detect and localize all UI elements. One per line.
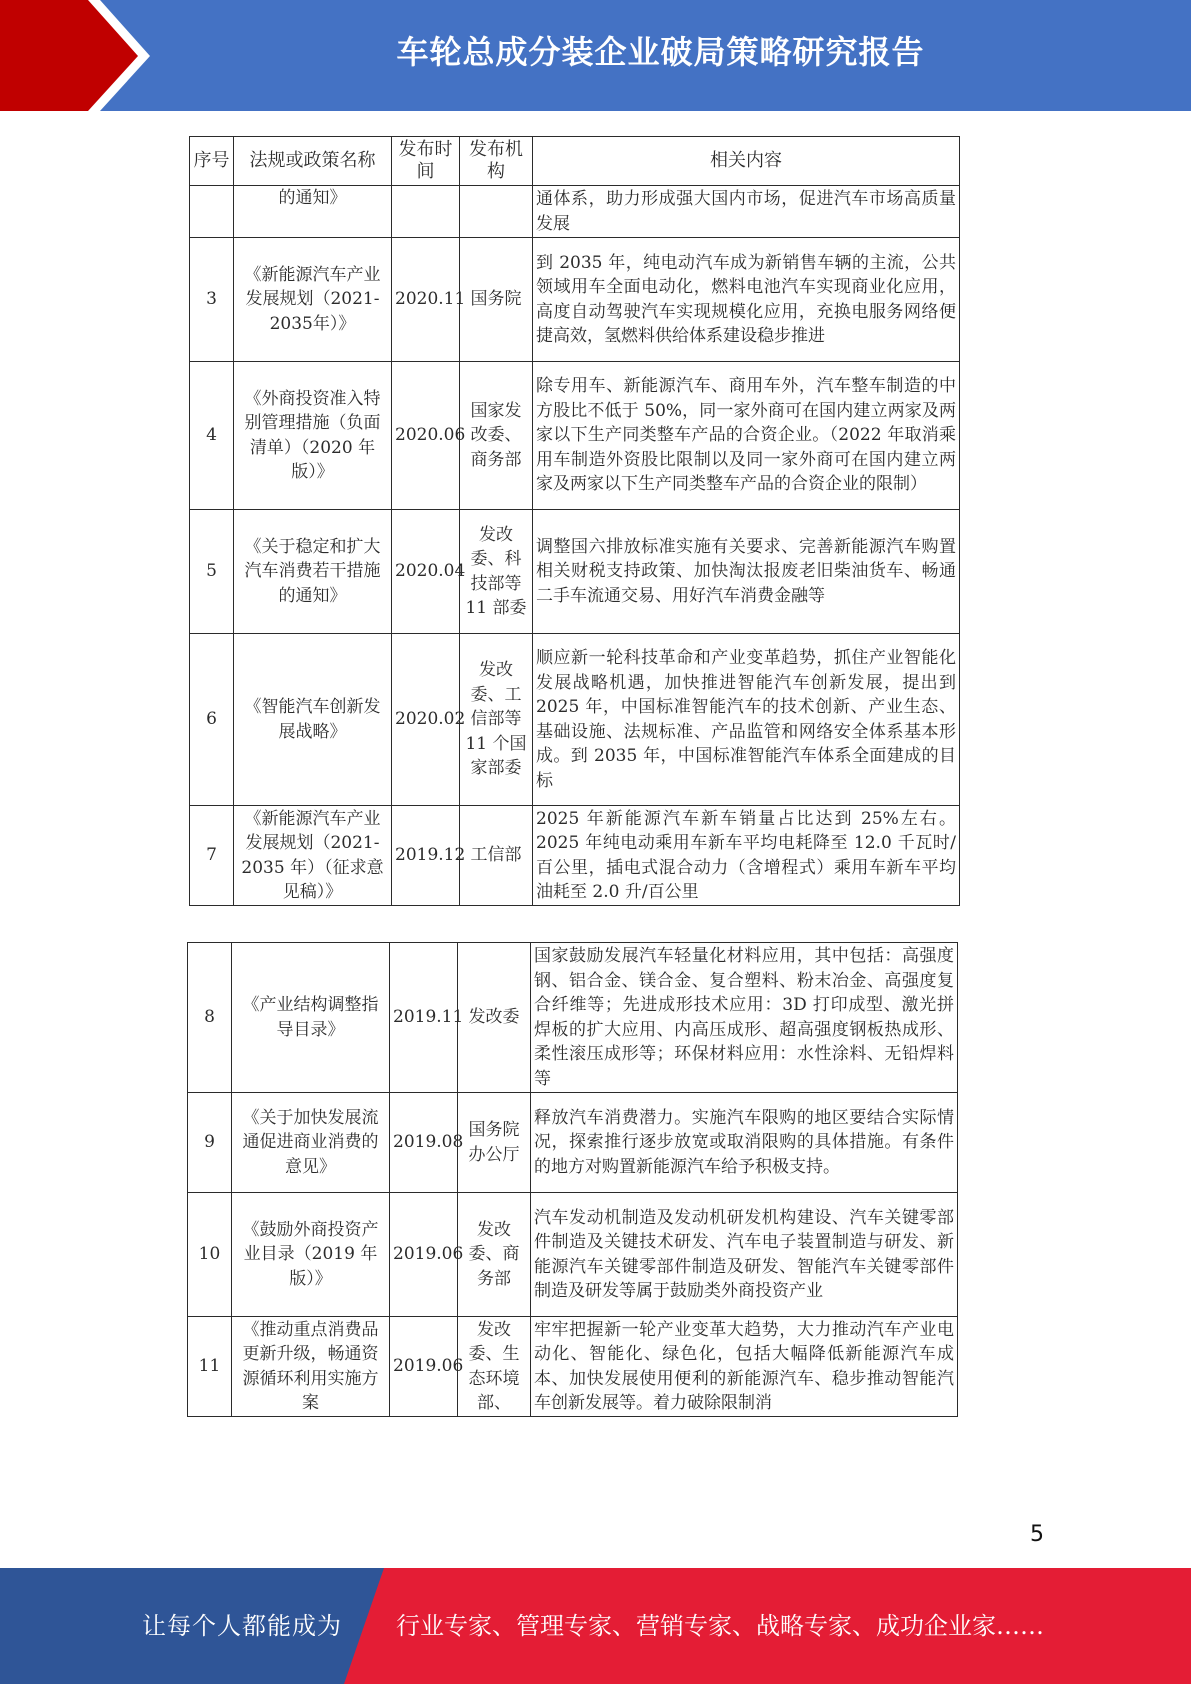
cell-no: 4 [190, 362, 234, 510]
cell-content: 国家鼓励发展汽车轻量化材料应用，其中包括：高强度钢、铝合金、镁合金、复合塑料、粉末冶金、高强度复合纤维等；先进成形技术应用：3D 打印成型、激光拼焊板的扩大应用、内高压成形、超高强度钢板热成形、柔性滚压成形等；环保材料应用：水性涂料、无铅焊料等 [531, 943, 958, 1093]
cell-date: 2019.06 [390, 1317, 458, 1417]
cell-org: 发改委、科技部等 11 部委 [460, 510, 533, 634]
table-row [190, 634, 960, 806]
header-content: 相关内容 [533, 137, 960, 186]
cell-no: 8 [188, 943, 232, 1093]
cell-name: 《产业结构调整指导目录》 [232, 943, 390, 1093]
cell-no [190, 186, 234, 238]
table-row [188, 943, 958, 1093]
cell-no: 6 [190, 634, 234, 806]
table-row [188, 1317, 958, 1417]
cell-name: 《智能汽车创新发展战略》 [234, 634, 392, 806]
cell-content: 到 2035 年，纯电动汽车成为新销售车辆的主流，公共领域用车全面电动化，燃料电池汽车实现商业化应用，高度自动驾驶汽车实现规模化应用，充换电服务网络便捷高效，氢燃料供给体系建设稳步推进 [533, 238, 960, 362]
cell-name: 《新能源汽车产业发展规划（2021-2035年）》 [234, 238, 392, 362]
cell-org: 发改委、商务部 [458, 1193, 531, 1317]
cell-no: 5 [190, 510, 234, 634]
cell-org: 国务院办公厅 [458, 1093, 531, 1193]
table-row [190, 238, 960, 362]
report-footer [0, 1568, 1191, 1684]
cell-name: 《新能源汽车产业发展规划（2021-2035 年）（征求意见稿）》 [234, 806, 392, 906]
table-row [190, 806, 960, 906]
cell-content: 除专用车、新能源汽车、商用车外，汽车整车制造的中方股比不低于 50%，同一家外商可在国内建立两家及两家以下生产同类整车产品的合资企业。（2022 年取消乘用车制造外资股比限制以及同一家外商可在国内建立两家及两家以下生产同类整车产品的合资企业的限制） [533, 362, 960, 510]
cell-org [460, 186, 533, 238]
footer-slogan-left: 让每个人都能成为 [142, 1612, 342, 1640]
policy-table-part-1 [189, 136, 960, 906]
cell-content: 汽车发动机制造及发动机研发机构建设、汽车关键零部件制造及关键技术研发、汽车电子装置制造与研发、新能源汽车关键零部件制造及研发、智能汽车关键零部件制造及研发等属于鼓励类外商投资产业 [531, 1193, 958, 1317]
footer-slogan-right: 行业专家、管理专家、营销专家、战略专家、成功企业家…… [396, 1612, 1044, 1640]
header-issuing-agency: 发布机构 [460, 137, 533, 186]
cell-org: 发改委、工信部等 11 个国家部委 [460, 634, 533, 806]
header-release-date: 发布时间 [392, 137, 460, 186]
cell-org: 国务院 [460, 238, 533, 362]
cell-name: 《关于加快发展流通促进商业消费的意见》 [232, 1093, 390, 1193]
cell-no: 10 [188, 1193, 232, 1317]
cell-content: 牢牢把握新一轮产业变革大趋势，大力推动汽车产业电动化、智能化、绿色化，包括大幅降低新能源汽车成本、加快发展使用便利的新能源汽车、稳步推动智能汽车创新发展等。着力破除限制消 [531, 1317, 958, 1417]
cell-name: 《外商投资准入特别管理措施（负面清单）（2020 年版）》 [234, 362, 392, 510]
cell-content: 释放汽车消费潜力。实施汽车限购的地区要结合实际情况，探索推行逐步放宽或取消限购的具体措施。有条件的地方对购置新能源汽车给予积极支持。 [531, 1093, 958, 1193]
header-no: 序号 [190, 137, 234, 186]
page-number: 5 [1030, 1522, 1044, 1547]
cell-name: 《鼓励外商投资产业目录（2019 年版）》 [232, 1193, 390, 1317]
cell-no: 9 [188, 1093, 232, 1193]
cell-org: 工信部 [460, 806, 533, 906]
table-row [188, 1093, 958, 1193]
cell-date [392, 186, 460, 238]
cell-date: 2020.11 [392, 238, 460, 362]
cell-no: 7 [190, 806, 234, 906]
cell-content: 调整国六排放标准实施有关要求、完善新能源汽车购置相关财税支持政策、加快淘汰报废老旧柴油货车、畅通二手车流通交易、用好汽车消费金融等 [533, 510, 960, 634]
cell-date: 2019.08 [390, 1093, 458, 1193]
cell-org: 发改委、生态环境部、 [458, 1317, 531, 1417]
cell-name: 《推动重点消费品更新升级，畅通资源循环利用实施方案 [232, 1317, 390, 1417]
cell-content: 通体系，助力形成强大国内市场，促进汽车市场高质量发展 [533, 186, 960, 238]
cell-content: 顺应新一轮科技革命和产业变革趋势，抓住产业智能化发展战略机遇，加快推进智能汽车创新发展，提出到 2025 年，中国标准智能汽车的技术创新、产业生态、基础设施、法规标准、产品监管和网络安全体系基本形成。到 2035 年，中国标准智能汽车体系全面建成的目标 [533, 634, 960, 806]
cell-date: 2020.06 [392, 362, 460, 510]
table-row [190, 510, 960, 634]
report-title: 车轮总成分装企业破局策略研究报告 [396, 33, 925, 71]
cell-name: 《关于稳定和扩大汽车消费若干措施的通知》 [234, 510, 392, 634]
cell-date: 2020.04 [392, 510, 460, 634]
table-row-continued [190, 186, 960, 238]
cell-date: 2019.12 [392, 806, 460, 906]
cell-date: 2019.06 [390, 1193, 458, 1317]
policy-table-part-2 [187, 942, 958, 1417]
cell-no: 3 [190, 238, 234, 362]
cell-date: 2020.02 [392, 634, 460, 806]
cell-name: 的通知》 [234, 186, 392, 238]
table-row [188, 1193, 958, 1317]
header-policy-name: 法规或政策名称 [234, 137, 392, 186]
cell-org: 国家发改委、商务部 [460, 362, 533, 510]
table-row [190, 362, 960, 510]
cell-date: 2019.11 [390, 943, 458, 1093]
cell-no: 11 [188, 1317, 232, 1417]
table-header-row [190, 137, 960, 186]
cell-org: 发改委 [458, 943, 531, 1093]
cell-content: 2025 年新能源汽车新车销量占比达到 25%左右。2025 年纯电动乘用车新车平均电耗降至 12.0 千瓦时/百公里，插电式混合动力（含增程式）乘用车新车平均油耗至 2.0 升/百公里 [533, 806, 960, 906]
report-header [0, 0, 1191, 111]
